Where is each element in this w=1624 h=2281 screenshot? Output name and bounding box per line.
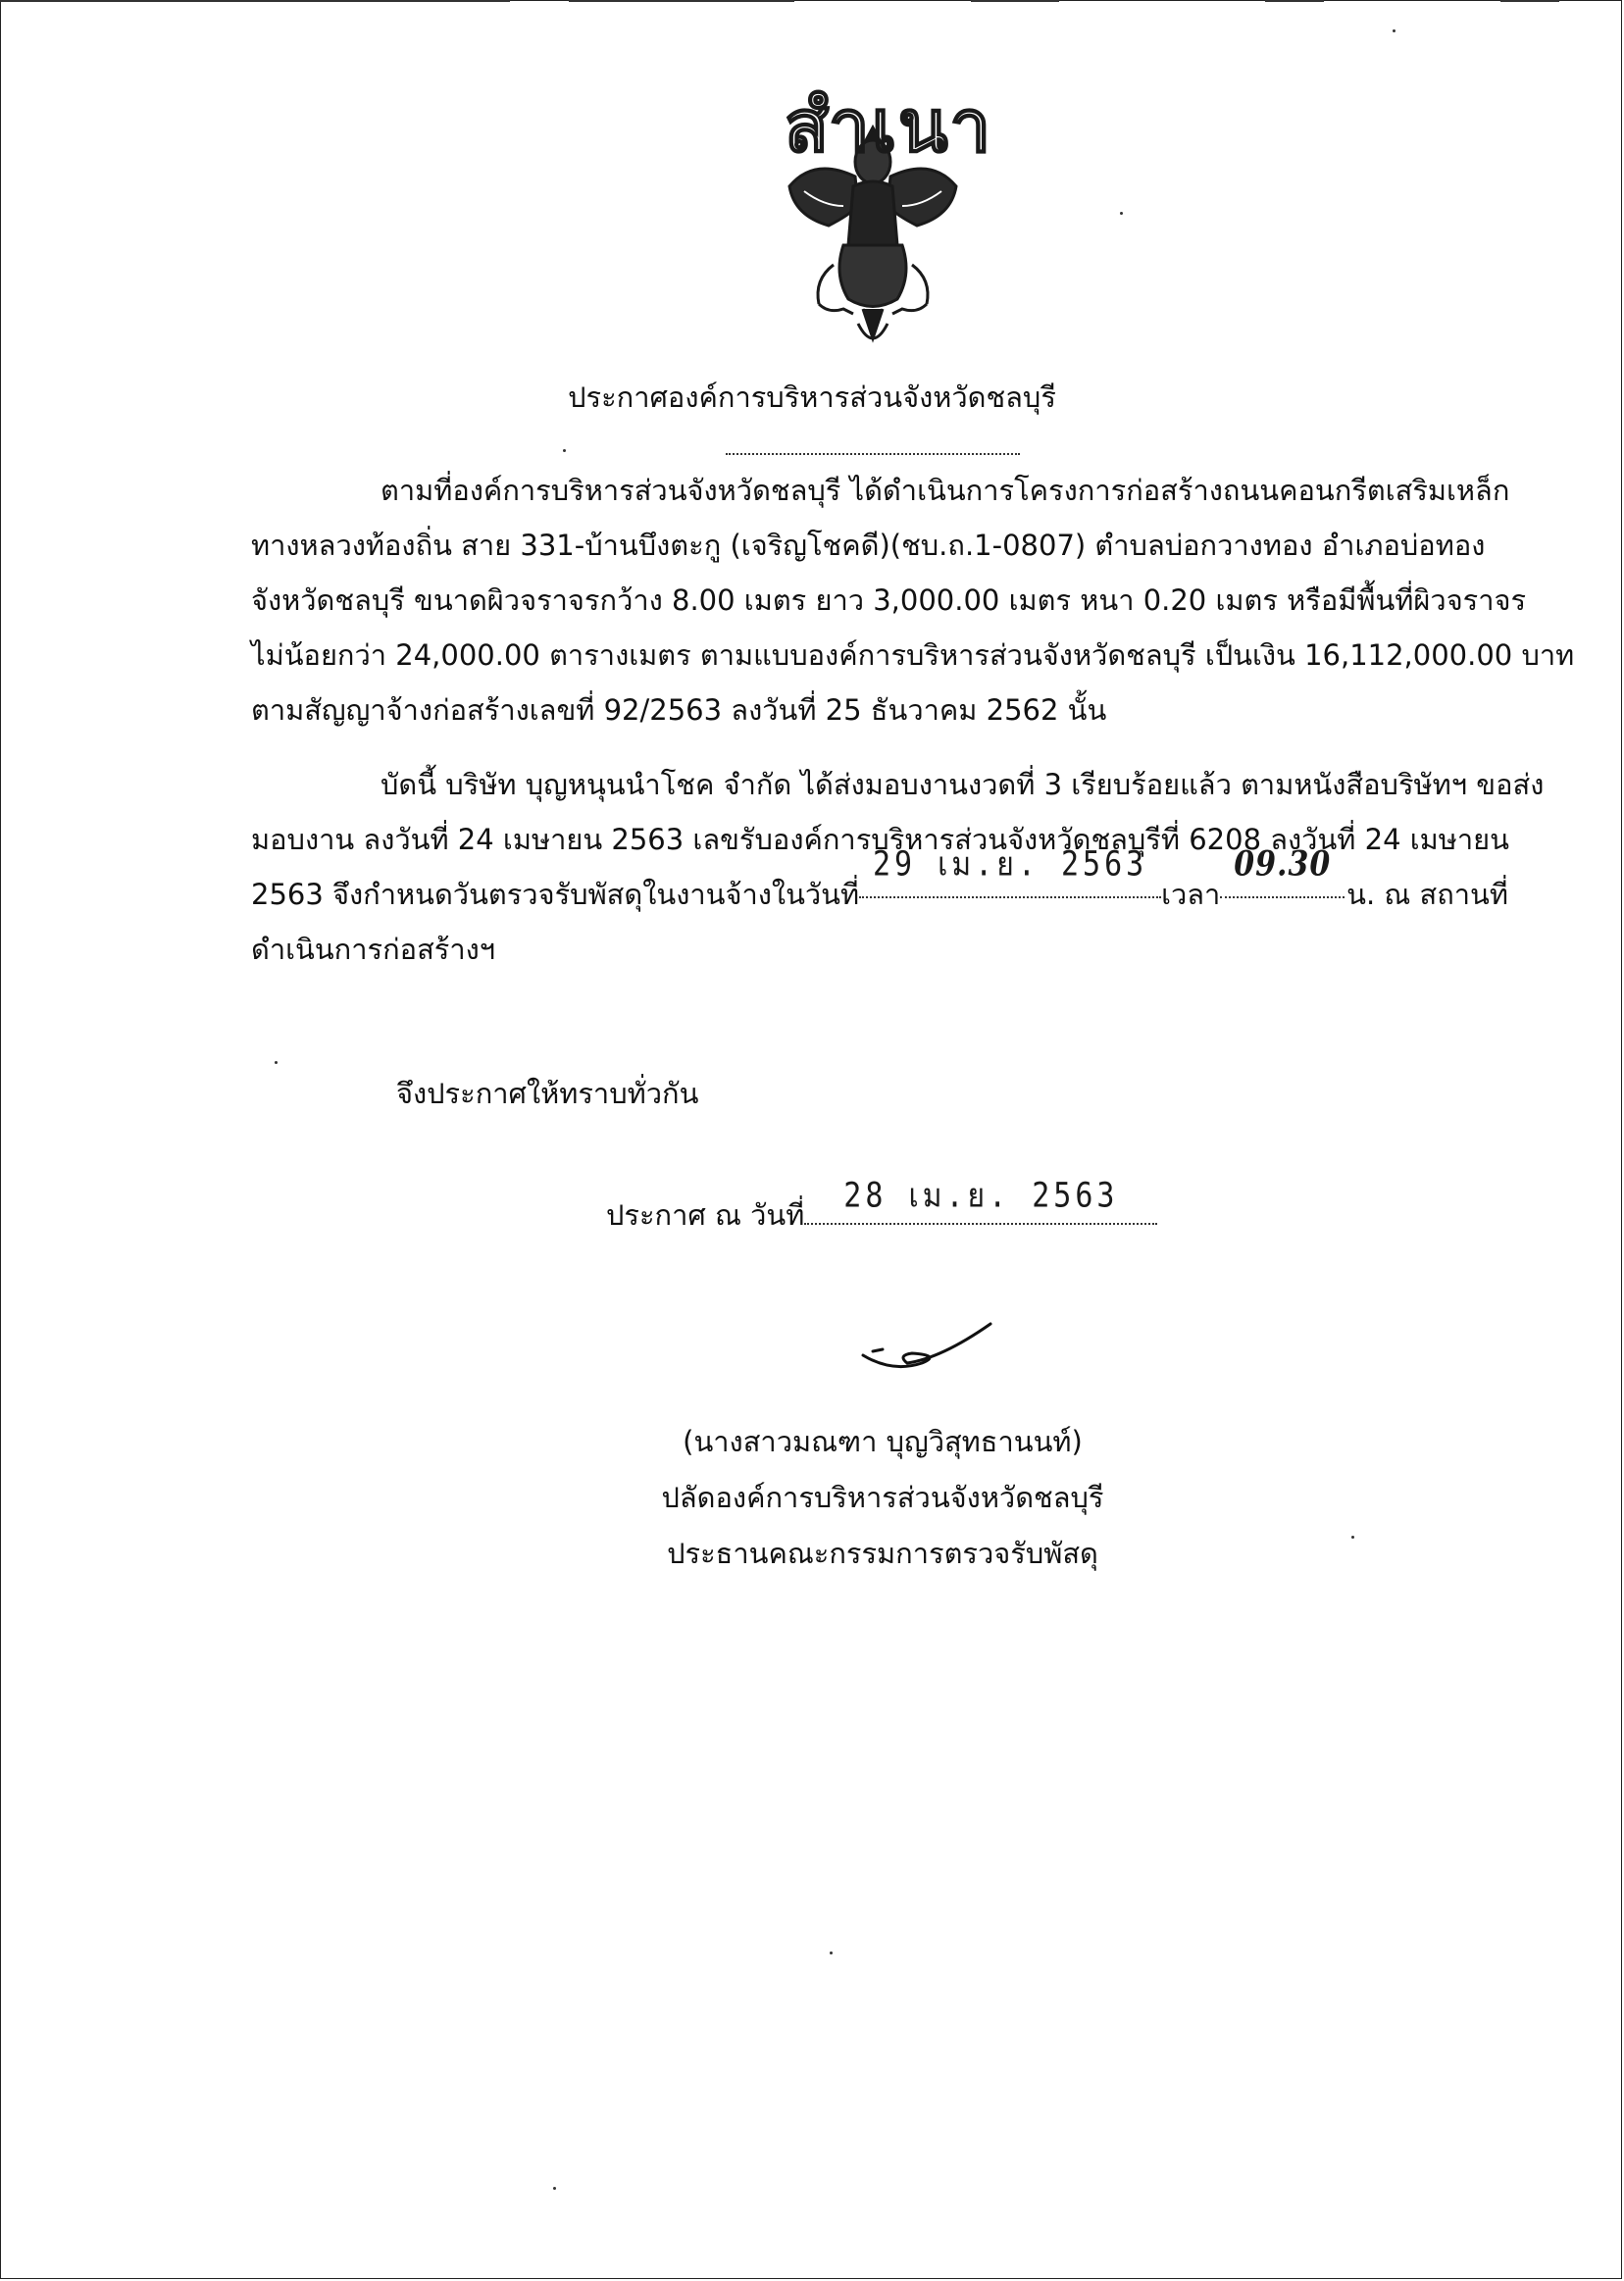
inspection-date-field bbox=[859, 844, 1161, 898]
inspection-time-handwritten: 09.30 bbox=[1234, 844, 1332, 885]
scan-speck bbox=[563, 449, 566, 452]
inspection-date-handwritten: 29 เม.ย. 2563 bbox=[872, 844, 1148, 885]
scan-speck bbox=[553, 2187, 556, 2190]
inspection-prefix: 2563 จึงกำหนดวันตรวจรับพัสดุในงานจ้างในวันที่ bbox=[251, 878, 860, 911]
announcement-date bbox=[606, 1176, 1157, 1238]
paragraph-line: ตามที่องค์การบริหารส่วนจังหวัดชลบุรี ได้ดำเนินการโครงการก่อสร้างถนนคอนกรีตเสริมเหล็ก bbox=[381, 474, 1510, 507]
paragraph-line: ดำเนินการก่อสร้างฯ bbox=[251, 933, 496, 966]
signature-block bbox=[0, 1414, 1624, 1582]
scan-speck bbox=[1393, 29, 1396, 32]
paragraph-line: ไม่น้อยกว่า 24,000.00 ตารางเมตร ตามแบบองค์การบริหารส่วนจังหวัดชลบุรี เป็นเงิน 16,112,000.00 บาท bbox=[251, 638, 1575, 672]
signer-name: (นางสาวมณฑา บุญวิสุทธานนท์) bbox=[683, 1425, 1083, 1458]
inspection-suffix: น. ณ สถานที่ bbox=[1346, 878, 1508, 911]
time-label: เวลา bbox=[1161, 878, 1221, 911]
document-title: ประกาศองค์การบริหารส่วนจังหวัดชลบุรี bbox=[568, 380, 1056, 414]
scan-speck bbox=[1120, 212, 1123, 215]
paragraph-line: ทางหลวงท้องถิ่น สาย 331-บ้านบึงตะกู (เจริญโชคดี)(ชบ.ถ.1-0807) ตำบลบ่อกวางทอง อำเภอบ่อทอง bbox=[251, 529, 1486, 562]
scan-edge-rule bbox=[1265, 0, 1324, 2]
announcement-date-field bbox=[804, 1176, 1157, 1225]
paragraph-2 bbox=[251, 757, 1545, 977]
closing-statement: จึงประกาศให้ทราบทั่วกัน bbox=[396, 1077, 699, 1110]
paragraph-line-inspection bbox=[251, 844, 1508, 922]
paragraph-1 bbox=[251, 463, 1575, 737]
scan-speck bbox=[275, 1061, 278, 1064]
announcement-date-handwritten: 28 เม.ย. 2563 bbox=[843, 1176, 1119, 1216]
signature-icon bbox=[853, 1314, 1000, 1383]
signer-position: ปลัดองค์การบริหารส่วนจังหวัดชลบุรี bbox=[661, 1481, 1104, 1514]
paragraph-line: มอบงาน ลงวันที่ 24 เมษายน 2563 เลขรับองค์การบริหารส่วนจังหวัดชลบุรีที่ 6208 ลงวันที่ 24 เมษายน bbox=[251, 823, 1509, 856]
scan-edge-rule bbox=[569, 0, 794, 2]
scan-edge-rule bbox=[971, 0, 1059, 2]
paragraph-line: ตามสัญญาจ้างก่อสร้างเลขที่ 92/2563 ลงวันที่ 25 ธันวาคม 2562 นั้น bbox=[251, 693, 1107, 727]
signer-committee-role: ประธานคณะกรรมการตรวจรับพัสดุ bbox=[667, 1537, 1098, 1570]
scan-edge-rule bbox=[1500, 0, 1559, 2]
scan-edge-rule bbox=[0, 0, 510, 2]
title-dotted-rule bbox=[726, 453, 1020, 455]
scan-speck bbox=[830, 1952, 833, 1954]
paragraph-line: จังหวัดชลบุรี ขนาดผิวจราจรกว้าง 8.00 เมตร ยาว 3,000.00 เมตร หนา 0.20 เมตร หรือมีพื้นที่ผิวจราจร bbox=[251, 583, 1527, 617]
announcement-date-label: ประกาศ ณ วันที่ bbox=[606, 1198, 805, 1232]
copy-stamp: สำเนา bbox=[785, 84, 993, 169]
inspection-time-field bbox=[1220, 844, 1345, 898]
paragraph-line: บัดนี้ บริษัท บุญหนุนนำโชค จำกัด ได้ส่งมอบงานงวดที่ 3 เรียบร้อยแล้ว ตามหนังสือบริษัทฯ ขอส่ง bbox=[381, 768, 1545, 801]
